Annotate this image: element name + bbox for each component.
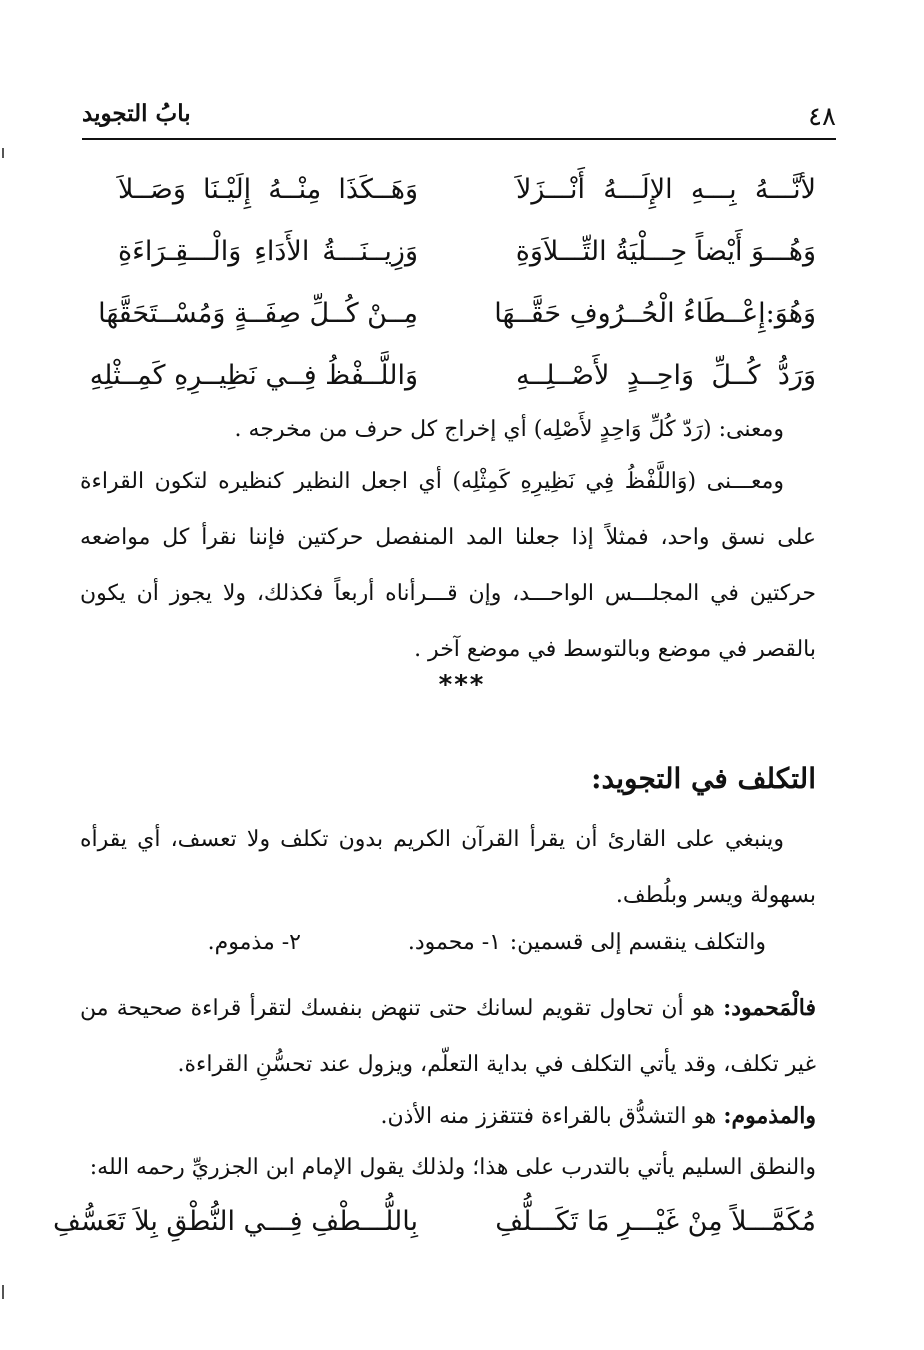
hemistich-right: لأنَّـــهُ بِـــهِ الإِلَـــهُ أَنْـــزَلاَ xyxy=(516,173,816,205)
poem-top xyxy=(89,158,816,406)
paragraph-praised xyxy=(80,980,816,1093)
hemistich-right: وَهُـــوَ أَيْضاً حِـــلْيَةُ التِّـــلاَوَةِ xyxy=(515,235,816,267)
scan-edge-mark xyxy=(2,1285,4,1299)
section-heading: التكلف في التجويد: xyxy=(591,762,816,795)
paragraph-meaning-1: ومعنى: (رَدّ كُلِّ وَاحِدٍ لأَصْلِه) أي إخراج كل حرف من مخرجه . xyxy=(234,417,784,442)
hemistich-right: وَرَدُّ كُــلِّ وَاحِــدٍ لأَصْــلِــهِ xyxy=(516,359,816,391)
hemistich-left: وَزِيــنَـــةُ الأَدَاءِ وَالْـــقِـرَاءَةِ xyxy=(118,235,418,267)
type-praised-label: ١- محمود. xyxy=(407,930,501,955)
scan-edge-mark xyxy=(2,148,4,158)
hemistich-left: وَهَــكَذَا مِنْــهُ إِلَيْـنَا وَصَــلاَ xyxy=(118,173,418,205)
paragraph-intro: وينبغي على القارئ أن يقرأ القرآن الكريم بدون تكلف ولا تعسف، أي يقرأه بسهولة ويسر وبلُطف. xyxy=(80,827,816,908)
running-header xyxy=(82,96,836,140)
hemistich-left: وَاللَّــفْظُ فِــي نَظِيــرِهِ كَمِــثْلِهِ xyxy=(89,359,418,391)
poem-verse xyxy=(89,344,816,406)
poem-verse xyxy=(53,1190,816,1252)
poem-verse xyxy=(118,220,816,282)
blamed-definition: هو التشدُّق بالقراءة فتتقزز منه الأذن. xyxy=(380,1104,724,1129)
paragraph-quote-intro: والنطق السليم يأتي بالتدرب على هذا؛ ولذلك يقول الإمام ابن الجزريِّ رحمه الله: xyxy=(89,1155,816,1180)
hemistich-right: وَهُوَ:إِعْــطَاءُ الْحُــرُوفِ حَقَّــهَا xyxy=(494,297,816,329)
paragraph-blamed xyxy=(80,1088,816,1145)
page-number: ٤٨ xyxy=(808,102,836,132)
term-praised: فالْمَحمود: xyxy=(723,995,816,1021)
section-separator: *** xyxy=(438,670,486,700)
poem-bottom xyxy=(53,1190,816,1252)
paragraph-meaning-2: ومعـــنى (وَاللَّفْظُ فِي نَظِيرِهِ كَمِثْلِه) أي اجعل النظير كنظيره لتكون القراءة على نسق واحد، فمثلاً إذا جعلنا المد المنفصل حركتين فإننا نقرأ كل مواضعه حركتين في المجلـــس الواحـــد، وإن قـــرأناه أربعاً فكذلك، ولا يجوز أن يكون بالقصر في موضع وبالتوسط في موضع آخر . xyxy=(80,469,816,662)
term-blamed: والمذموم: xyxy=(723,1103,816,1129)
types-line xyxy=(80,924,816,964)
hemistich-left: مِــنْ كُــلِّ صِفَــةٍ وَمُسْــتَحَقَّهَا xyxy=(98,297,418,329)
hemistich-right: مُكَمَّـــلاً مِنْ غَيْـــرِ مَا تَكَـــلُّفِ xyxy=(495,1205,816,1237)
poem-verse xyxy=(118,158,816,220)
hemistich-left: بِاللُّـــطْفِ فِـــي النُّطْقِ بِلاَ تَعَسُّفِ xyxy=(53,1205,418,1237)
praised-definition: هو أن تحاول تقويم لسانك حتى تنهض بنفسك لتقرأ قراءة صحيحة من غير تكلف، وقد يأتي التكلف في بداية التعلّم، ويزول عند تحسُّنِ القراءة. xyxy=(80,996,816,1077)
chapter-title: بابُ التجويد xyxy=(82,100,191,127)
type-blamed-label: ٢- مذموم. xyxy=(207,930,301,955)
types-intro: والتكلف ينقسم إلى قسمين: xyxy=(509,930,766,955)
poem-verse xyxy=(98,282,816,344)
